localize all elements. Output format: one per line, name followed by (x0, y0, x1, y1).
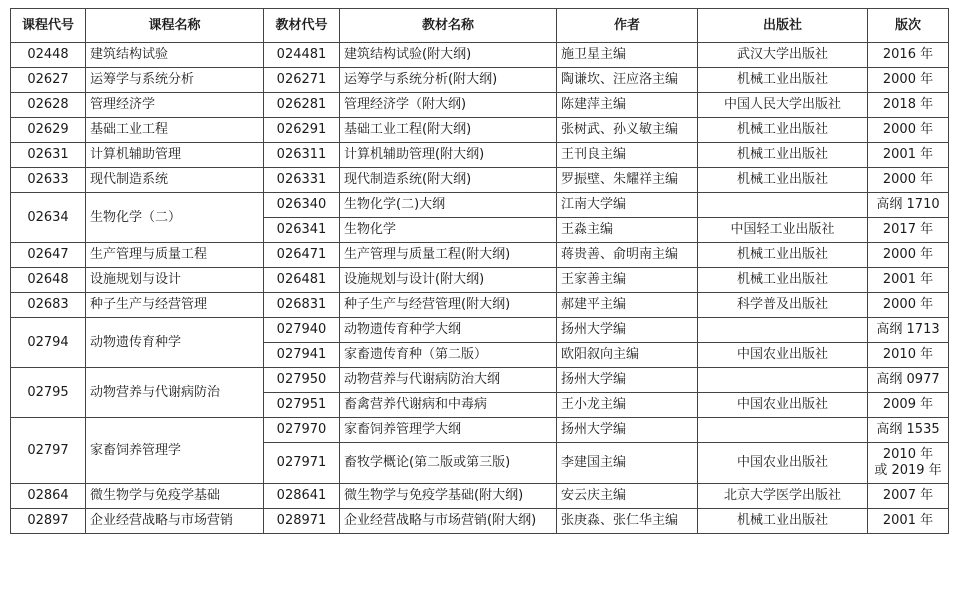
book-name-cell: 动物遗传育种学大纲 (340, 318, 557, 343)
course-name-cell: 生产管理与质量工程 (86, 243, 264, 268)
edition-cell: 2016 年 (868, 43, 949, 68)
course-code-cell: 02448 (11, 43, 86, 68)
book-code-cell: 028971 (264, 509, 340, 534)
course-name-cell: 动物营养与代谢病防治 (86, 368, 264, 418)
book-code-cell: 026311 (264, 143, 340, 168)
author-cell: 罗振壁、朱耀祥主编 (557, 168, 698, 193)
header-edition: 版次 (868, 9, 949, 43)
edition-cell: 高纲 1535 (868, 418, 949, 443)
table-row (11, 68, 949, 93)
author-cell: 欧阳叙向主编 (557, 343, 698, 368)
header-course-name: 课程名称 (86, 9, 264, 43)
course-name-cell: 生物化学（二） (86, 193, 264, 243)
book-name-cell: 现代制造系统(附大纲) (340, 168, 557, 193)
table-row (11, 293, 949, 318)
book-code-cell: 027940 (264, 318, 340, 343)
book-code-cell: 024481 (264, 43, 340, 68)
publisher-cell: 中国人民大学出版社 (698, 93, 868, 118)
book-code-cell: 026471 (264, 243, 340, 268)
course-name-cell: 家畜饲养管理学 (86, 418, 264, 484)
book-code-cell: 027951 (264, 393, 340, 418)
course-code-cell: 02683 (11, 293, 86, 318)
course-code-cell: 02648 (11, 268, 86, 293)
publisher-cell (698, 318, 868, 343)
table-row (11, 318, 949, 343)
edition-cell: 2007 年 (868, 484, 949, 509)
author-cell: 江南大学编 (557, 193, 698, 218)
book-code-cell: 026341 (264, 218, 340, 243)
edition-cell: 2010 年 或 2019 年 (868, 443, 949, 484)
publisher-cell: 中国农业出版社 (698, 443, 868, 484)
course-code-cell: 02629 (11, 118, 86, 143)
publisher-cell: 科学普及出版社 (698, 293, 868, 318)
author-cell: 张庚淼、张仁华主编 (557, 509, 698, 534)
author-cell: 施卫星主编 (557, 43, 698, 68)
book-name-cell: 微生物学与免疫学基础(附大纲) (340, 484, 557, 509)
course-code-cell: 02631 (11, 143, 86, 168)
book-code-cell: 026481 (264, 268, 340, 293)
author-cell: 王淼主编 (557, 218, 698, 243)
book-name-cell: 生产管理与质量工程(附大纲) (340, 243, 557, 268)
edition-cell: 2001 年 (868, 509, 949, 534)
edition-cell: 高纲 1710 (868, 193, 949, 218)
edition-cell: 2009 年 (868, 393, 949, 418)
edition-cell: 高纲 0977 (868, 368, 949, 393)
publisher-cell: 机械工业出版社 (698, 118, 868, 143)
book-name-cell: 生物化学(二)大纲 (340, 193, 557, 218)
course-code-cell: 02794 (11, 318, 86, 368)
header-author: 作者 (557, 9, 698, 43)
course-name-cell: 种子生产与经营管理 (86, 293, 264, 318)
author-cell: 扬州大学编 (557, 318, 698, 343)
author-cell: 陶谦坎、汪应洛主编 (557, 68, 698, 93)
author-cell: 王小龙主编 (557, 393, 698, 418)
course-name-cell: 计算机辅助管理 (86, 143, 264, 168)
edition-cell: 2000 年 (868, 68, 949, 93)
edition-cell: 2000 年 (868, 243, 949, 268)
edition-cell: 2001 年 (868, 268, 949, 293)
table-row (11, 268, 949, 293)
book-code-cell: 026331 (264, 168, 340, 193)
author-cell: 郝建平主编 (557, 293, 698, 318)
course-code-cell: 02628 (11, 93, 86, 118)
author-cell: 王刊良主编 (557, 143, 698, 168)
publisher-cell: 中国轻工业出版社 (698, 218, 868, 243)
edition-cell: 2010 年 (868, 343, 949, 368)
book-code-cell: 027941 (264, 343, 340, 368)
book-name-cell: 家畜饲养管理学大纲 (340, 418, 557, 443)
publisher-cell: 机械工业出版社 (698, 68, 868, 93)
table-row (11, 509, 949, 534)
table-row (11, 168, 949, 193)
edition-cell: 2017 年 (868, 218, 949, 243)
book-name-cell: 畜禽营养代谢病和中毒病 (340, 393, 557, 418)
author-cell: 陈建萍主编 (557, 93, 698, 118)
table-row (11, 43, 949, 68)
header-course-code: 课程代号 (11, 9, 86, 43)
course-textbook-table (10, 8, 949, 534)
book-code-cell: 027971 (264, 443, 340, 484)
book-name-cell: 生物化学 (340, 218, 557, 243)
edition-cell: 2000 年 (868, 118, 949, 143)
author-cell: 扬州大学编 (557, 418, 698, 443)
author-cell: 安云庆主编 (557, 484, 698, 509)
book-name-cell: 基础工业工程(附大纲) (340, 118, 557, 143)
book-name-cell: 畜牧学概论(第二版或第三版) (340, 443, 557, 484)
publisher-cell: 机械工业出版社 (698, 143, 868, 168)
edition-cell: 高纲 1713 (868, 318, 949, 343)
course-name-cell: 现代制造系统 (86, 168, 264, 193)
table-row (11, 243, 949, 268)
course-name-cell: 建筑结构试验 (86, 43, 264, 68)
book-code-cell: 026291 (264, 118, 340, 143)
author-cell: 李建国主编 (557, 443, 698, 484)
publisher-cell (698, 193, 868, 218)
book-name-cell: 管理经济学（附大纲) (340, 93, 557, 118)
course-name-cell: 设施规划与设计 (86, 268, 264, 293)
table-row (11, 93, 949, 118)
book-code-cell: 026281 (264, 93, 340, 118)
book-code-cell: 028641 (264, 484, 340, 509)
book-name-cell: 计算机辅助管理(附大纲) (340, 143, 557, 168)
publisher-cell (698, 368, 868, 393)
publisher-cell (698, 418, 868, 443)
publisher-cell: 武汉大学出版社 (698, 43, 868, 68)
header-book-name: 教材名称 (340, 9, 557, 43)
course-code-cell: 02864 (11, 484, 86, 509)
table-row (11, 193, 949, 218)
course-name-cell: 管理经济学 (86, 93, 264, 118)
header-book-code: 教材代号 (264, 9, 340, 43)
book-code-cell: 026271 (264, 68, 340, 93)
header-row (11, 9, 949, 43)
book-name-cell: 家畜遗传育种（第二版） (340, 343, 557, 368)
author-cell: 蒋贵善、俞明南主编 (557, 243, 698, 268)
course-name-cell: 微生物学与免疫学基础 (86, 484, 264, 509)
edition-cell: 2000 年 (868, 293, 949, 318)
book-name-cell: 运筹学与系统分析(附大纲) (340, 68, 557, 93)
book-code-cell: 027970 (264, 418, 340, 443)
book-code-cell: 026340 (264, 193, 340, 218)
table-row (11, 484, 949, 509)
publisher-cell: 机械工业出版社 (698, 268, 868, 293)
book-code-cell: 027950 (264, 368, 340, 393)
author-cell: 扬州大学编 (557, 368, 698, 393)
book-name-cell: 建筑结构试验(附大纲) (340, 43, 557, 68)
publisher-cell: 机械工业出版社 (698, 243, 868, 268)
course-name-cell: 企业经营战略与市场营销 (86, 509, 264, 534)
author-cell: 张树武、孙义敏主编 (557, 118, 698, 143)
course-code-cell: 02797 (11, 418, 86, 484)
course-code-cell: 02634 (11, 193, 86, 243)
course-code-cell: 02897 (11, 509, 86, 534)
edition-cell: 2018 年 (868, 93, 949, 118)
book-name-cell: 种子生产与经营管理(附大纲) (340, 293, 557, 318)
course-code-cell: 02795 (11, 368, 86, 418)
course-name-cell: 运筹学与系统分析 (86, 68, 264, 93)
table-row (11, 118, 949, 143)
publisher-cell: 机械工业出版社 (698, 168, 868, 193)
table-row (11, 368, 949, 393)
course-code-cell: 02627 (11, 68, 86, 93)
table-row (11, 143, 949, 168)
edition-cell: 2001 年 (868, 143, 949, 168)
author-cell: 王家善主编 (557, 268, 698, 293)
publisher-cell: 中国农业出版社 (698, 393, 868, 418)
publisher-cell: 北京大学医学出版社 (698, 484, 868, 509)
book-name-cell: 设施规划与设计(附大纲) (340, 268, 557, 293)
table-row (11, 418, 949, 443)
course-name-cell: 动物遗传育种学 (86, 318, 264, 368)
course-code-cell: 02633 (11, 168, 86, 193)
header-publisher: 出版社 (698, 9, 868, 43)
book-name-cell: 动物营养与代谢病防治大纲 (340, 368, 557, 393)
book-name-cell: 企业经营战略与市场营销(附大纲) (340, 509, 557, 534)
publisher-cell: 中国农业出版社 (698, 343, 868, 368)
book-code-cell: 026831 (264, 293, 340, 318)
course-name-cell: 基础工业工程 (86, 118, 264, 143)
publisher-cell: 机械工业出版社 (698, 509, 868, 534)
edition-cell: 2000 年 (868, 168, 949, 193)
course-code-cell: 02647 (11, 243, 86, 268)
